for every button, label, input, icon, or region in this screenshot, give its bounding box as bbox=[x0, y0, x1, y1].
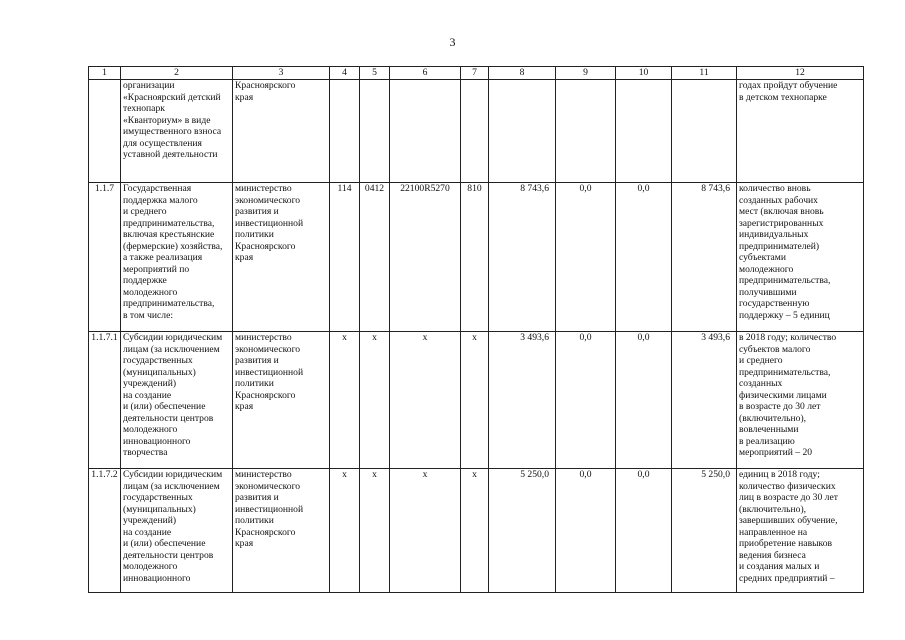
col-header-3: 3 bbox=[233, 67, 330, 80]
col-header-8: 8 bbox=[489, 67, 556, 80]
col-header-5: 5 bbox=[360, 67, 390, 80]
row-number bbox=[89, 80, 121, 183]
cell-col4: 114 bbox=[330, 183, 360, 332]
table-row bbox=[89, 183, 864, 332]
col-header-7: 7 bbox=[461, 67, 489, 80]
expected-result: в 2018 году; количество субъектов малого и среднего предпринимательства, созданных физическими лицами в возрасте до 30 лет (включительно), вовлеченными в реализацию мероприятий – 20 bbox=[737, 332, 864, 469]
cell-col9: 0,0 bbox=[556, 469, 616, 593]
cell-col11: 8 743,6 bbox=[672, 183, 737, 332]
cell-col7: х bbox=[461, 469, 489, 593]
col-header-2: 2 bbox=[121, 67, 233, 80]
budget-table bbox=[88, 66, 864, 593]
cell-col6: х bbox=[390, 332, 461, 469]
cell-col4 bbox=[330, 80, 360, 183]
cell-col10: 0,0 bbox=[616, 469, 672, 593]
table-row bbox=[89, 80, 864, 183]
header-row bbox=[89, 67, 864, 80]
responsible-body: министерство экономического развития и инвестиционной политики Красноярского края bbox=[233, 183, 330, 332]
activity-name: Субсидии юридическим лицам (за исключением государственных (муниципальных) учреждений) на создание и (или) обеспечение деятельности центров молодежного инновационного творчества bbox=[121, 332, 233, 469]
col-header-11: 11 bbox=[672, 67, 737, 80]
cell-col5 bbox=[360, 80, 390, 183]
page-number: 3 bbox=[449, 35, 456, 49]
cell-col4: х bbox=[330, 469, 360, 593]
row-number: 1.1.7.2 bbox=[89, 469, 121, 593]
cell-col6: 22100R5270 bbox=[390, 183, 461, 332]
cell-col11: 3 493,6 bbox=[672, 332, 737, 469]
responsible-body: министерство экономического развития и инвестиционной политики Красноярского края bbox=[233, 469, 330, 593]
activity-name: организации «Красноярский детский технопарк «Кванториум» в виде имущественного взноса для осуществления уставной деятельности bbox=[121, 80, 233, 183]
cell-col6: х bbox=[390, 469, 461, 593]
expected-result: количество вновь созданных рабочих мест (включая вновь зарегистрированных индивидуальных предпринимателей) субъектами молодежного предпринимательства, получившими государственную поддержку – 5 единиц bbox=[737, 183, 864, 332]
col-header-12: 12 bbox=[737, 67, 864, 80]
col-header-1: 1 bbox=[89, 67, 121, 80]
cell-col10: 0,0 bbox=[616, 183, 672, 332]
col-header-4: 4 bbox=[330, 67, 360, 80]
cell-col9 bbox=[556, 80, 616, 183]
cell-col8: 8 743,6 bbox=[489, 183, 556, 332]
cell-col10: 0,0 bbox=[616, 332, 672, 469]
table-row bbox=[89, 332, 864, 469]
cell-col11: 5 250,0 bbox=[672, 469, 737, 593]
responsible-body: министерство экономического развития и инвестиционной политики Красноярского края bbox=[233, 332, 330, 469]
activity-name: Субсидии юридическим лицам (за исключением государственных (муниципальных) учреждений) на создание и (или) обеспечение деятельности центров молодежного инновационного bbox=[121, 469, 233, 593]
cell-col5: 0412 bbox=[360, 183, 390, 332]
cell-col6 bbox=[390, 80, 461, 183]
cell-col11 bbox=[672, 80, 737, 183]
cell-col10 bbox=[616, 80, 672, 183]
cell-col9: 0,0 bbox=[556, 332, 616, 469]
cell-col8: 3 493,6 bbox=[489, 332, 556, 469]
cell-col9: 0,0 bbox=[556, 183, 616, 332]
expected-result: единиц в 2018 году; количество физических лиц в возрасте до 30 лет (включительно), завершивших обучение, направленное на приобретение навыков ведения бизнеса и создания малых и средних предприятий – bbox=[737, 469, 864, 593]
cell-col7 bbox=[461, 80, 489, 183]
cell-col4: х bbox=[330, 332, 360, 469]
cell-col8 bbox=[489, 80, 556, 183]
activity-name: Государственная поддержка малого и среднего предпринимательства, включая крестьянские (фермерские) хозяйства, а также реализация мероприятий по поддержке молодежного предпринимательства, в том числе: bbox=[121, 183, 233, 332]
cell-col5: х bbox=[360, 469, 390, 593]
col-header-9: 9 bbox=[556, 67, 616, 80]
cell-col5: х bbox=[360, 332, 390, 469]
col-header-6: 6 bbox=[390, 67, 461, 80]
responsible-body: Красноярского края bbox=[233, 80, 330, 183]
cell-col7: х bbox=[461, 332, 489, 469]
row-number: 1.1.7.1 bbox=[89, 332, 121, 469]
row-number: 1.1.7 bbox=[89, 183, 121, 332]
cell-col7: 810 bbox=[461, 183, 489, 332]
expected-result: годах пройдут обучение в детском технопарке bbox=[737, 80, 864, 183]
cell-col8: 5 250,0 bbox=[489, 469, 556, 593]
table-row bbox=[89, 469, 864, 593]
col-header-10: 10 bbox=[616, 67, 672, 80]
